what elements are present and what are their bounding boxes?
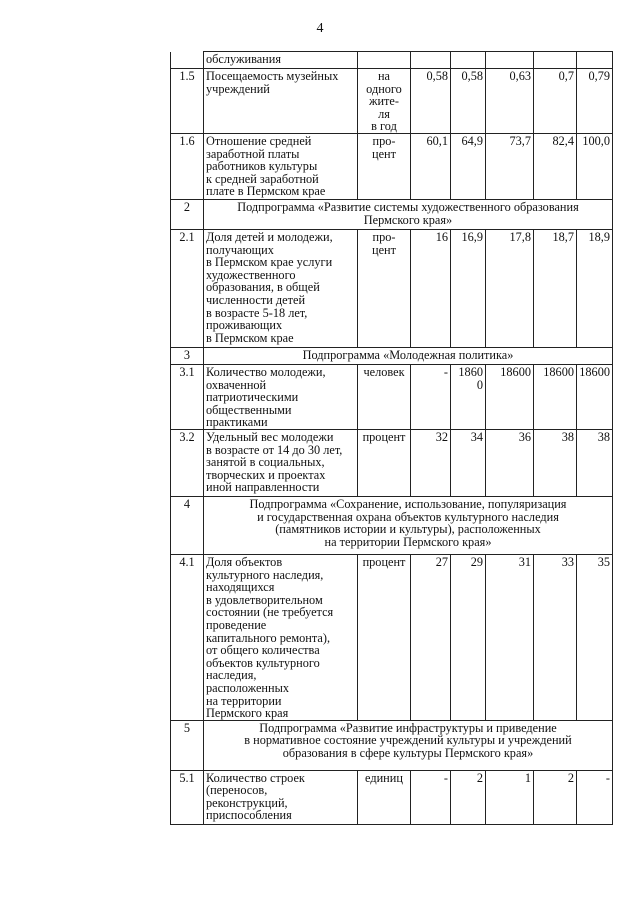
indicator-name: Отношение средней заработной платы работников культуры к средней заработной плате в Пермском крае [204, 134, 358, 200]
indicator-name: Количество молодежи, охваченной патриотическими общественными практиками [204, 365, 358, 430]
value-cell: 16 [411, 230, 451, 348]
indicator-name: обслуживания [204, 52, 358, 69]
value-cell: 34 [451, 429, 486, 496]
indicators-table [170, 51, 613, 825]
row-number: 2 [171, 200, 204, 230]
value-cell: 32 [411, 429, 451, 496]
page-number: 4 [316, 21, 324, 36]
row-number: 5 [171, 720, 204, 770]
value-cell: 38 [577, 429, 613, 496]
value-cell: 100,0 [577, 134, 613, 200]
row-number [171, 52, 204, 69]
value-cell: 18600 [577, 365, 613, 430]
subprogram-title: Подпрограмма «Молодежная политика» [204, 348, 613, 365]
value-cell: 64,9 [451, 134, 486, 200]
value-cell [577, 52, 613, 69]
value-cell: 2 [534, 770, 577, 824]
value-cell: 16,9 [451, 230, 486, 348]
subprogram-row [171, 348, 613, 365]
table-row [171, 429, 613, 496]
value-cell: 73,7 [486, 134, 534, 200]
table-row [171, 554, 613, 720]
unit-cell: на одного жите- ля в год [358, 69, 411, 134]
subprogram-row [171, 720, 613, 770]
value-cell: 0,79 [577, 69, 613, 134]
subprogram-row [171, 496, 613, 554]
unit-cell: человек [358, 365, 411, 430]
value-cell [411, 52, 451, 69]
value-cell: 1 [486, 770, 534, 824]
subprogram-row [171, 200, 613, 230]
value-cell: 17,8 [486, 230, 534, 348]
indicator-name: Количество строек (переносов, реконструкций, приспособления [204, 770, 358, 824]
indicator-name: Доля детей и молодежи, получающих в Пермском крае услуги художественного образования, в общей численности детей в возрасте 5-18 лет, проживающих в Пермском крае [204, 230, 358, 348]
table-row [171, 365, 613, 430]
unit-cell: процент [358, 554, 411, 720]
value-cell: 0,58 [451, 69, 486, 134]
unit-cell: про- цент [358, 134, 411, 200]
row-number: 2.1 [171, 230, 204, 348]
value-cell: 33 [534, 554, 577, 720]
value-cell: 60,1 [411, 134, 451, 200]
subprogram-title: Подпрограмма «Развитие системы художественного образования Пермского края» [204, 200, 613, 230]
table-row [171, 69, 613, 134]
value-cell [534, 52, 577, 69]
value-cell: 18,9 [577, 230, 613, 348]
value-cell: 31 [486, 554, 534, 720]
value-cell: 29 [451, 554, 486, 720]
value-cell: 18,7 [534, 230, 577, 348]
indicator-name: Доля объектов культурного наследия, находящихся в удовлетворительном состоянии (не требуется проведение капитального ремонта), от общего количества объектов культурного наследия, расположенных на территории Пермского края [204, 554, 358, 720]
unit-cell [358, 52, 411, 69]
indicator-name: Посещаемость музейных учреждений [204, 69, 358, 134]
row-number: 3.1 [171, 365, 204, 430]
value-cell: 2 [451, 770, 486, 824]
value-cell: 18600 [486, 365, 534, 430]
value-cell: 27 [411, 554, 451, 720]
value-cell: 38 [534, 429, 577, 496]
value-cell: - [577, 770, 613, 824]
value-cell [486, 52, 534, 69]
table-row [171, 134, 613, 200]
row-number: 1.6 [171, 134, 204, 200]
row-number: 4.1 [171, 554, 204, 720]
value-cell: 0,58 [411, 69, 451, 134]
row-number: 5.1 [171, 770, 204, 824]
row-number: 3.2 [171, 429, 204, 496]
subprogram-title: Подпрограмма «Развитие инфраструктуры и приведение в нормативное состояние учреждений культуры и учреждений образования в сфере культуры Пермского края» [204, 720, 613, 770]
value-cell: 0,63 [486, 69, 534, 134]
table-row [171, 52, 613, 69]
unit-cell: про- цент [358, 230, 411, 348]
table-row [171, 770, 613, 824]
value-cell: 82,4 [534, 134, 577, 200]
row-number: 1.5 [171, 69, 204, 134]
value-cell: 18600 [451, 365, 486, 430]
subprogram-title: Подпрограмма «Сохранение, использование, популяризация и государственная охрана объектов культурного наследия (памятников истории и культуры), расположенных на территории Пермского края» [204, 496, 613, 554]
value-cell: 36 [486, 429, 534, 496]
unit-cell: процент [358, 429, 411, 496]
value-cell: - [411, 365, 451, 430]
unit-cell: единиц [358, 770, 411, 824]
value-cell [451, 52, 486, 69]
row-number: 3 [171, 348, 204, 365]
row-number: 4 [171, 496, 204, 554]
value-cell: 0,7 [534, 69, 577, 134]
indicator-name: Удельный вес молодежи в возрасте от 14 до 30 лет, занятой в социальных, творческих и проектах иной направленности [204, 429, 358, 496]
value-cell: - [411, 770, 451, 824]
value-cell: 35 [577, 554, 613, 720]
value-cell: 18600 [534, 365, 577, 430]
table-row [171, 230, 613, 348]
